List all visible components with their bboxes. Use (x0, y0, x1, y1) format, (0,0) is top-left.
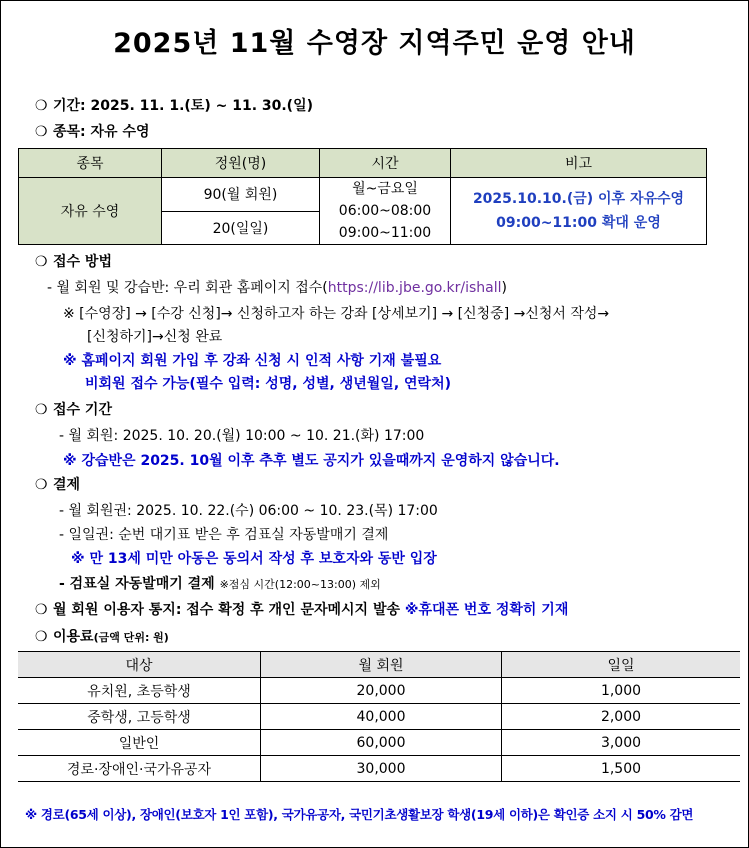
apply-heading (35, 251, 112, 271)
apply-line-1-suffix: ) (501, 280, 508, 296)
fee-header-row (18, 652, 740, 678)
fee-target: 일반인 (18, 730, 261, 756)
schedule-time (320, 178, 451, 245)
notify-text: 월 회원 이용자 통지: 접수 확정 후 개인 문자메시지 발송 (53, 602, 400, 618)
receipt-heading-text: 접수 기간 (53, 402, 112, 418)
schedule-event: 자유 수영 (19, 178, 162, 245)
apply-line-1 (47, 277, 507, 297)
schedule-header-cell: 종목 (19, 149, 162, 178)
bullet-icon: ❍ (35, 629, 48, 645)
fee-target: 유치원, 초등학생 (18, 678, 261, 704)
schedule-header-row (19, 149, 707, 178)
payment-notice: ※ 만 13세 미만 아동은 동의서 작성 후 보호자와 동반 입장 (71, 551, 437, 567)
fee-daily: 3,000 (502, 730, 741, 756)
homepage-link[interactable]: https://lib.jbe.go.kr/ishall (327, 280, 502, 296)
fee-monthly: 20,000 (261, 678, 502, 704)
apply-notice-2: 비회원 접수 가능(필수 입력: 성명, 성별, 생년월일, 연락처) (85, 376, 451, 392)
bullet-icon: ❍ (35, 402, 48, 418)
payment-line-1: - 월 회원권: 2025. 10. 22.(수) 06:00 ~ 10. 23.(목) 17:00 (59, 503, 438, 519)
fee-header-cell: 일일 (502, 652, 741, 678)
bullet-icon: ❍ (35, 254, 48, 270)
schedule-time-2: 09:00~11:00 (338, 225, 432, 241)
schedule-header-cell: 시간 (320, 149, 451, 178)
table-row (18, 730, 740, 756)
table-row (18, 678, 740, 704)
fee-daily: 1,000 (502, 678, 741, 704)
bullet-icon: ❍ (35, 602, 48, 618)
schedule-header-cell: 비고 (451, 149, 707, 178)
fee-target: 경로·장애인·국가유공자 (18, 756, 261, 782)
event-text: 종목: 자유 수영 (53, 124, 150, 140)
bullet-icon: ❍ (35, 98, 48, 114)
fee-daily: 2,000 (502, 704, 741, 730)
footer-notice: ※ 경로(65세 이상), 장애인(보호자 1인 포함), 국가유공자, 국민기초생활보장 학생(19세 이하)은 확인증 소지 시 50% 감면 (25, 807, 694, 822)
schedule-time-days: 월~금요일 (352, 181, 418, 197)
payment-line-3-note: ※점심 시간(12:00~13:00) 제외 (219, 578, 381, 591)
schedule-capacity-monthly: 90(월 회원) (162, 178, 320, 212)
bullet-icon: ❍ (35, 477, 48, 493)
table-row (18, 704, 740, 730)
bullet-icon: ❍ (35, 124, 48, 140)
event-line (35, 121, 150, 141)
apply-notice-1: ※ 홈페이지 회원 가입 후 강좌 신청 시 인적 사항 기재 불필요 (63, 353, 442, 369)
fee-unit: (금액 단위: 원) (93, 631, 169, 644)
payment-line-3 (59, 573, 381, 593)
period-line (35, 95, 313, 115)
payment-heading (35, 474, 80, 494)
notify-line (35, 599, 568, 619)
schedule-note (451, 178, 707, 245)
payment-line-2: - 일일권: 순번 대기표 받은 후 검표실 자동발매기 결제 (59, 527, 389, 543)
receipt-line-1: - 월 회원: 2025. 10. 20.(월) 10:00 ~ 10. 21.(화) 17:00 (59, 428, 425, 444)
page-title: 2025년 11월 수영장 지역주민 운영 안내 (113, 28, 636, 59)
receipt-notice: ※ 강습반은 2025. 10월 이후 추후 별도 공지가 있을때까지 운영하지 않습니다. (63, 453, 560, 469)
payment-line-3-text: - 검표실 자동발매기 결제 (59, 576, 215, 592)
fee-target: 중학생, 고등학생 (18, 704, 261, 730)
fee-header-cell: 월 회원 (261, 652, 502, 678)
notify-notice: ※휴대폰 번호 정확히 기재 (404, 602, 569, 618)
apply-line-1-text: - 월 회원 및 강습반: 우리 회관 홈페이지 접수( (47, 280, 328, 296)
apply-heading-text: 접수 방법 (53, 254, 112, 270)
apply-step-1: ※ [수영장] → [수강 신청]→ 신청하고자 하는 강좌 [상세보기] → [신청중] →신청서 작성→ (63, 306, 610, 322)
fee-header-cell: 대상 (18, 652, 261, 678)
schedule-row (19, 178, 707, 212)
schedule-note-2: 09:00~11:00 확대 운영 (496, 215, 661, 231)
schedule-capacity-daily: 20(일일) (162, 211, 320, 245)
fee-daily: 1,500 (502, 756, 741, 782)
payment-heading-text: 결제 (53, 477, 81, 493)
fee-monthly: 40,000 (261, 704, 502, 730)
table-row (18, 756, 740, 782)
receipt-heading (35, 399, 112, 419)
schedule-header-cell: 정원(명) (162, 149, 320, 178)
fee-heading (35, 626, 169, 646)
fee-monthly: 60,000 (261, 730, 502, 756)
schedule-note-1: 2025.10.10.(금) 이후 자유수영 (472, 191, 685, 207)
schedule-time-1: 06:00~08:00 (338, 203, 432, 219)
schedule-table (18, 148, 707, 245)
apply-step-2: [신청하기]→신청 완료 (87, 329, 223, 345)
period-text: 기간: 2025. 11. 1.(토) ~ 11. 30.(일) (53, 98, 314, 114)
fee-table (18, 651, 740, 782)
fee-heading-text: 이용료 (53, 629, 94, 645)
fee-monthly: 30,000 (261, 756, 502, 782)
